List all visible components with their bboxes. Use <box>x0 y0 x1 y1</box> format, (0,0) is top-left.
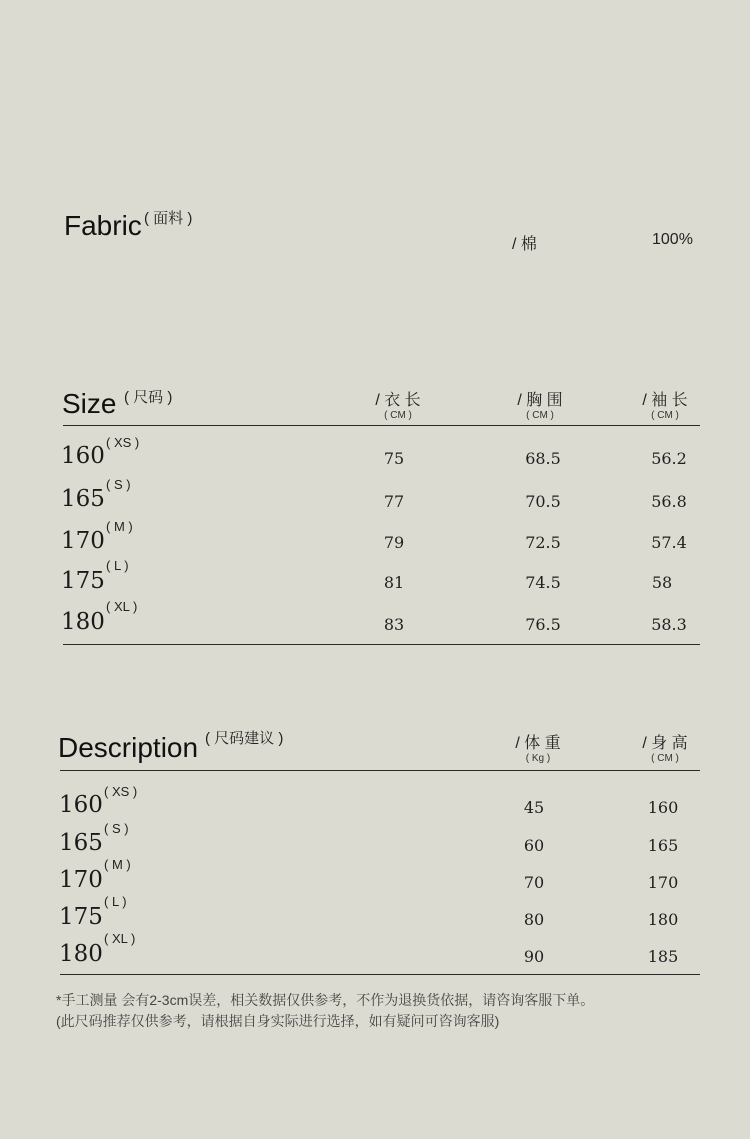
table-row <box>0 893 750 931</box>
table-row <box>0 433 750 475</box>
note-measurement: *手工测量 会有2-3cm误差，相关数据仅供参考，不作为退换货依据，请咨询客服下单。 <box>56 992 595 1008</box>
cell-weight: 60 <box>523 836 545 855</box>
size-number: 165 <box>59 830 103 856</box>
size-tag: ( XS ) <box>104 784 138 799</box>
col-label: / 身 高 <box>642 735 688 752</box>
cell-length: 81 <box>383 573 405 592</box>
cell-length: 77 <box>383 492 405 511</box>
cell-height: 170 <box>647 873 679 892</box>
size-number: 175 <box>59 904 103 930</box>
cell-weight: 80 <box>523 910 545 929</box>
cell-weight: 45 <box>523 798 545 817</box>
size-col-header <box>358 387 438 421</box>
size-title: Size <box>62 388 117 419</box>
cell-sleeve: 58.3 <box>651 615 687 634</box>
table-row <box>0 517 750 559</box>
cell-sleeve: 58 <box>651 573 673 592</box>
fabric-title: Fabric <box>64 210 142 241</box>
size-tag: ( S ) <box>106 477 131 492</box>
size-col-header <box>625 387 705 421</box>
col-unit: ( CM ) <box>651 410 679 421</box>
size-number: 170 <box>59 867 103 893</box>
cell-chest: 70.5 <box>525 492 561 511</box>
col-label: / 体 重 <box>515 735 561 752</box>
table-row <box>0 599 750 641</box>
size-number: 175 <box>61 568 105 594</box>
fabric-title-sub: ( 面料 ) <box>144 210 193 227</box>
size-number: 180 <box>61 609 105 635</box>
size-tag: ( L ) <box>106 558 129 573</box>
size-tag: ( L ) <box>104 894 127 909</box>
cell-length: 79 <box>383 533 405 552</box>
size-table-bottom-rule <box>63 644 700 645</box>
cell-sleeve: 56.2 <box>651 449 687 468</box>
col-unit: ( CM ) <box>526 410 554 421</box>
cell-chest: 72.5 <box>525 533 561 552</box>
description-title-sub: ( 尺码建议 ) <box>205 730 284 747</box>
cell-sleeve: 56.8 <box>651 492 687 511</box>
size-table-top-rule <box>63 425 700 426</box>
col-label: / 胸 围 <box>517 392 563 409</box>
description-table-top-rule <box>60 770 700 771</box>
note-recommendation: (此尺码推荐仅供参考，请根据自身实际进行选择，如有疑问可咨询客服) <box>56 1013 500 1029</box>
cell-weight: 70 <box>523 873 545 892</box>
col-unit: ( Kg ) <box>525 753 551 764</box>
cell-chest: 76.5 <box>525 615 561 634</box>
col-unit: ( CM ) <box>384 410 412 421</box>
table-row <box>0 476 750 518</box>
size-tag: ( M ) <box>106 519 133 534</box>
fabric-percent: 100% <box>652 231 693 248</box>
size-number: 160 <box>59 792 103 818</box>
col-label: / 衣 长 <box>375 392 421 409</box>
table-row <box>0 930 750 968</box>
fabric-material: / 棉 <box>512 236 537 253</box>
size-number: 180 <box>59 941 103 967</box>
table-row <box>0 857 750 895</box>
size-tag: ( S ) <box>104 821 129 836</box>
description-table-bottom-rule <box>60 974 700 975</box>
cell-height: 180 <box>647 910 679 929</box>
cell-height: 165 <box>647 836 679 855</box>
size-number: 165 <box>61 486 105 512</box>
size-title-sub: ( 尺码 ) <box>124 389 173 406</box>
cell-height: 160 <box>647 798 679 817</box>
description-title: Description <box>58 732 199 763</box>
col-unit: ( CM ) <box>651 753 679 764</box>
cell-weight: 90 <box>523 947 545 966</box>
cell-chest: 74.5 <box>525 573 561 592</box>
cell-length: 83 <box>383 615 405 634</box>
size-number: 170 <box>61 528 105 554</box>
size-tag: ( XL ) <box>106 599 138 614</box>
size-tag: ( XL ) <box>104 931 136 946</box>
cell-sleeve: 57.4 <box>651 533 687 552</box>
cell-length: 75 <box>383 449 405 468</box>
cell-chest: 68.5 <box>525 449 561 468</box>
size-number: 160 <box>61 443 105 469</box>
description-col-header <box>498 730 578 764</box>
table-row <box>0 782 750 820</box>
table-row <box>0 557 750 599</box>
size-tag: ( XS ) <box>106 435 140 450</box>
size-tag: ( M ) <box>104 857 131 872</box>
size-col-header <box>500 387 580 421</box>
col-label: / 袖 长 <box>642 392 688 409</box>
description-col-header <box>625 730 705 764</box>
cell-height: 185 <box>647 947 679 966</box>
table-row <box>0 820 750 858</box>
